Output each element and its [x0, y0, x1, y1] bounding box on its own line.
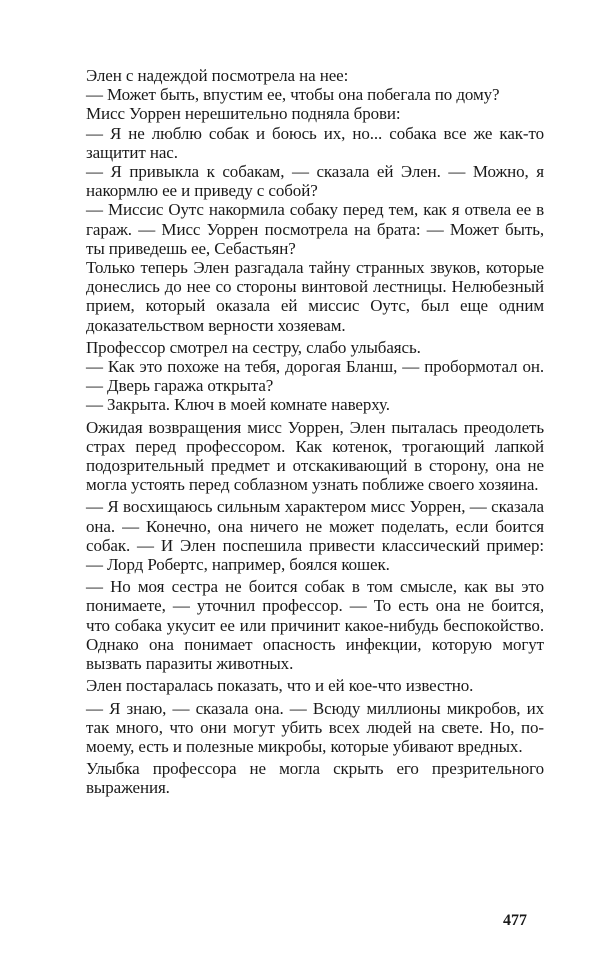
page-number: 477 [503, 912, 527, 929]
paragraph-6: — Миссис Оутс накормила собаку перед тем, как я отвела ее в гараж. — Мисс Уоррен посмотрела на брата: — Может быть, ты приведешь ее, Себастьян? [86, 200, 544, 258]
paragraph-8: Профессор смотрел на сестру, слабо улыбаясь. [86, 337, 421, 357]
paragraph-12: — Я восхищаюсь сильным характером мисс Уоррен, — сказала она. — Конечно, она ничего не может поделать, если боится собак. — И Элен поспешила привести классический пример: — Лорд Робертс, например, боялся кошек. [86, 497, 544, 575]
paragraph-2: — Может быть, впустим ее, чтобы она побегала по дому? [86, 85, 500, 105]
paragraph-11: Ожидая возвращения мисс Уоррен, Элен пыталась преодолеть страх перед профессором. Как котенок, трогающий лапкой подозрительный предмет и отскакивающий в сторону, она не могла устоять перед соблазном узнать поближе своего хозяина. [86, 417, 544, 495]
paragraph-14: Элен постаралась показать, что и ей кое-что известно. [86, 676, 474, 696]
page-text [86, 66, 544, 798]
paragraph-13: — Но моя сестра не боится собак в том смысле, как вы это понимаете, — уточнил профессор. — То есть она не боится, что собака укусит ее или причинит какое-нибудь беспокойство. Однако она понимает опасность инфекции, которую могут вызвать паразиты животных. [86, 577, 544, 674]
paragraph-4: — Я не люблю собак и боюсь их, но... собака все же как-то защитит нас. [86, 123, 544, 162]
paragraph-7: Только теперь Элен разгадала тайну странных звуков, которые донеслись до нее со стороны винтовой лестницы. Нелюбезный прием, который оказала ей миссис Оутс, был еще одним доказательством верности хозяевам. [86, 258, 544, 335]
paragraph-5: — Я привыкла к собакам, — сказала ей Элен. — Можно, я накормлю ее и приведу с собой? [86, 162, 544, 201]
paragraph-9: — Как это похоже на тебя, дорогая Бланш, — пробормотал он. — Дверь гаража открыта? [86, 357, 544, 396]
paragraph-16: Улыбка профессора не могла скрыть его презрительного выражения. [86, 759, 544, 798]
paragraph-3: Мисс Уоррен нерешительно подняла брови: [86, 104, 401, 124]
paragraph-15: — Я знаю, — сказала она. — Всюду миллионы микробов, их так много, что они могут убить всех людей на свете. Но, по-моему, есть и полезные микробы, которые убивают вредных. [86, 698, 544, 756]
paragraph-10: — Закрыта. Ключ в моей комнате наверху. [86, 395, 390, 415]
paragraph-1: Элен с надеждой посмотрела на нее: [86, 66, 349, 85]
